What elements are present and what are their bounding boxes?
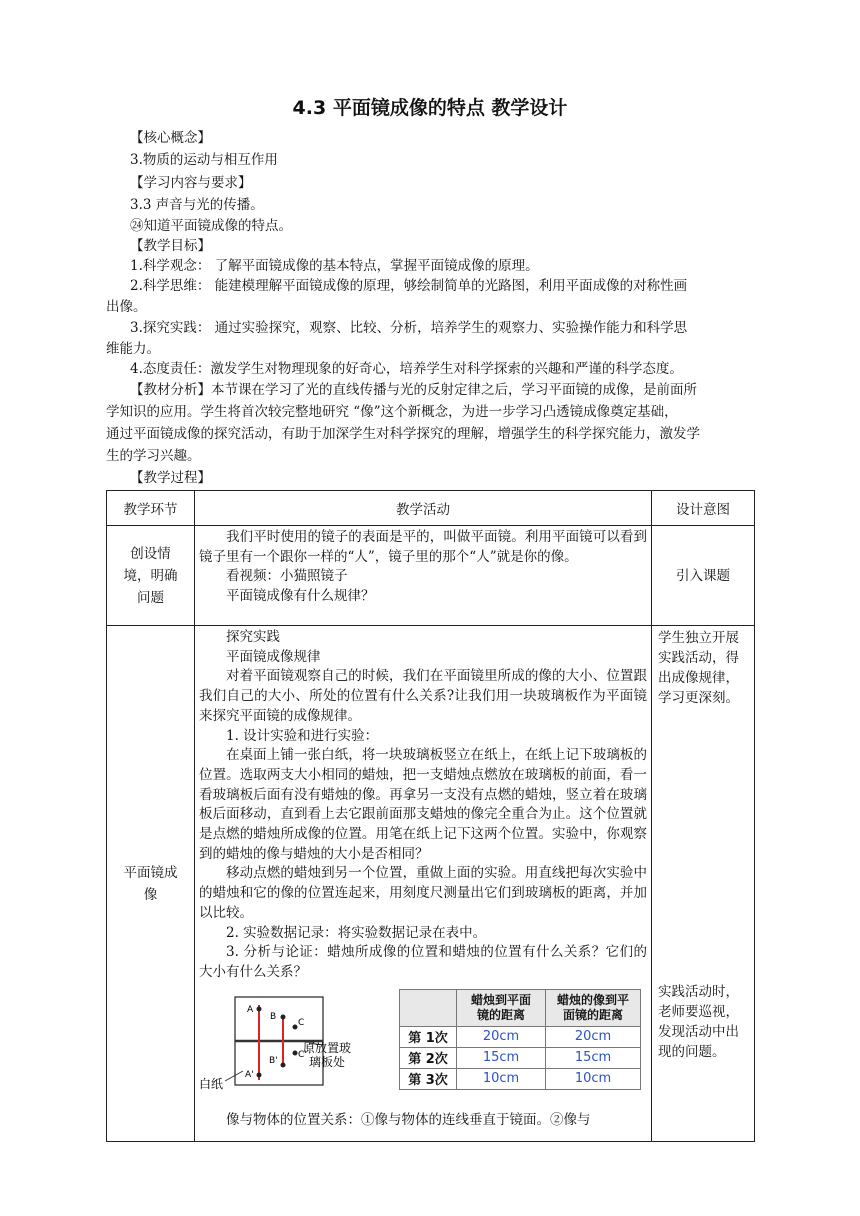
heading-teaching-goals: 【教学目标】 — [130, 238, 211, 254]
heading-core-concept: 【核心概念】 — [130, 130, 211, 146]
header-stage: 教学环节 — [107, 491, 195, 526]
activity-paragraph: 移动点燃的蜡烛到另一个位置，重做上面的实验。用直线把每次实验中的蜡烛和它的像的位置连起来，用刻度尺测量出它们到玻璃板的距离，并加以比较。 — [199, 865, 647, 921]
activity-paragraph: 像与物体的位置关系：①像与物体的连线垂直于镜面。②像与 — [226, 1111, 591, 1128]
activity-paragraph: 3. 分析与论证：蜡烛所成像的位置和蜡烛的位置有什么关系？它们的大小有什么关系？ — [199, 944, 647, 980]
data-value: 10cm — [457, 1068, 546, 1089]
text-line: 维能力。 — [106, 341, 160, 357]
label-b: B — [270, 1011, 277, 1022]
stage-cell: 平面镜成像 — [107, 626, 195, 1142]
label-glass-position: 原放置玻 — [303, 1040, 352, 1055]
activity-paragraph: 平面镜成像有什么规律？ — [226, 588, 375, 605]
text-line: 1.科学观念： 了解平面镜成像的基本特点，掌握平面镜成像的原理。 — [130, 258, 539, 274]
label-c-prime: C' — [298, 1049, 307, 1060]
activity-cell — [195, 526, 652, 626]
text-line: 4.态度责任：激发学生对物理现象的好奇心，培养学生对科学探索的兴趣和严谨的科学态度。 — [130, 361, 683, 377]
label-a: A — [247, 1004, 254, 1015]
data-row — [400, 1026, 641, 1047]
page-title: 4.3 平面镜成像的特点 教学设计 — [292, 97, 568, 119]
header-activity: 教学活动 — [195, 491, 652, 526]
label-glass-position-2: 璃板处 — [309, 1054, 346, 1069]
activity-paragraph: 2. 实验数据记录：将实验数据记录在表中。 — [226, 924, 487, 941]
activity-paragraph: 在桌面上铺一张白纸，将一块玻璃板竖立在纸上，在纸上记下玻璃板的位置。选取两支大小相同的蜡烛，把一支蜡烛点燃放在玻璃板的前面，看一看玻璃板后面有没有蜡烛的像。再拿另一支没有点燃的蜡烛，竖立着在玻璃板后面移动，直到看上去它跟前面那支蜡烛的像完全重合为止。这个位置就是点燃的蜡烛所成像的位置。用笔在纸上记下这两个位置。实验中，你观察到的蜡烛的像与蜡烛的大小是否相同？ — [199, 747, 647, 862]
stage-cell: 创设情境，明确问题 — [107, 526, 195, 626]
heading-learning-content: 【学习内容与要求】 — [130, 175, 252, 191]
text-line: 3.3 声音与光的传播。 — [130, 197, 264, 213]
text-line: 3.物质的运动与相互作用 — [130, 152, 278, 168]
text-line: ㉔知道平面镜成像的特点。 — [130, 218, 292, 234]
activity-paragraph: 探究实践 — [226, 629, 280, 645]
data-row-label: 第 2次 — [400, 1047, 457, 1068]
intent-cell: 引入课题 — [652, 526, 755, 626]
data-header-image-distance: 蜡烛的像到平 面镜的距离 — [546, 989, 641, 1026]
intent-text: 实践活动时，老师要巡视，发现活动中出现的问题。 — [658, 984, 739, 1060]
text-line: 【教材分析】本节课在学习了光的直线传播与光的反射定律之后，学习平面镜的成像，是前面所 — [130, 382, 697, 398]
data-row-label: 第 3次 — [400, 1068, 457, 1089]
activity-paragraph: 对着平面镜观察自己的时候，我们在平面镜里所成的像的大小、位置跟我们自己的大小、所处的位置有什么关系?让我们用一块玻璃板作为平面镜来探究平面镜的成像规律。 — [199, 668, 647, 724]
intent-text: 学生独立开展实践活动，得出成像规律，学习更深刻。 — [658, 630, 739, 706]
data-value: 10cm — [546, 1068, 641, 1089]
data-value: 15cm — [546, 1047, 641, 1068]
activity-paragraph: 1. 设计实验和进行实验： — [226, 727, 379, 744]
heading-teaching-process: 【教学过程】 — [130, 470, 211, 486]
activity-cell — [195, 626, 652, 1142]
data-value: 15cm — [457, 1047, 546, 1068]
experiment-diagram — [199, 985, 379, 1100]
data-value: 20cm — [546, 1026, 641, 1047]
text-line: 2.科学思维： 能建模理解平面镜成像的原理，够绘制简单的光路图，利用平面成像的对称性画 — [130, 278, 688, 294]
experiment-figure — [199, 983, 647, 1103]
text-line: 生的学习兴趣。 — [106, 448, 201, 464]
data-value: 20cm — [457, 1026, 546, 1047]
activity-paragraph: 我们平时使用的镜子的表面是平的，叫做平面镜。利用平面镜可以看到镜子里有一个跟你一样的“人”，镜子里的那个“人”就是你的像。 — [199, 529, 647, 565]
data-corner — [400, 989, 457, 1026]
label-white-paper: 白纸 — [199, 1076, 224, 1091]
activity-paragraph: 看视频：小猫照镜子 — [226, 568, 348, 585]
text-line: 学知识的应用。学生将首次较完整地研究 “像”这个新概念，为进一步学习凸透镜成像奠定基础， — [106, 404, 678, 420]
data-row-label: 第 1次 — [400, 1026, 457, 1047]
data-row — [400, 1068, 641, 1089]
experiment-data-table — [399, 989, 641, 1090]
label-b-prime: B' — [269, 1055, 278, 1066]
header-intent: 设计意图 — [652, 491, 755, 526]
activity-paragraph: 平面镜成像规律 — [226, 648, 321, 665]
teaching-process-table — [106, 490, 755, 1142]
intent-cell — [652, 626, 755, 1142]
text-line: 通过平面镜成像的探究活动，有助于加深学生对科学探究的理解，增强学生的科学探究能力，激发学 — [106, 426, 700, 442]
label-c: C — [298, 1017, 305, 1028]
label-a-prime: A' — [245, 1069, 254, 1080]
data-row — [400, 1047, 641, 1068]
data-header-object-distance: 蜡烛到平面 镜的距离 — [457, 989, 546, 1026]
text-line: 3.探究实践： 通过实验探究，观察、比较、分析，培养学生的观察力、实验操作能力和科学思 — [130, 320, 688, 336]
text-line: 出像。 — [106, 299, 147, 315]
